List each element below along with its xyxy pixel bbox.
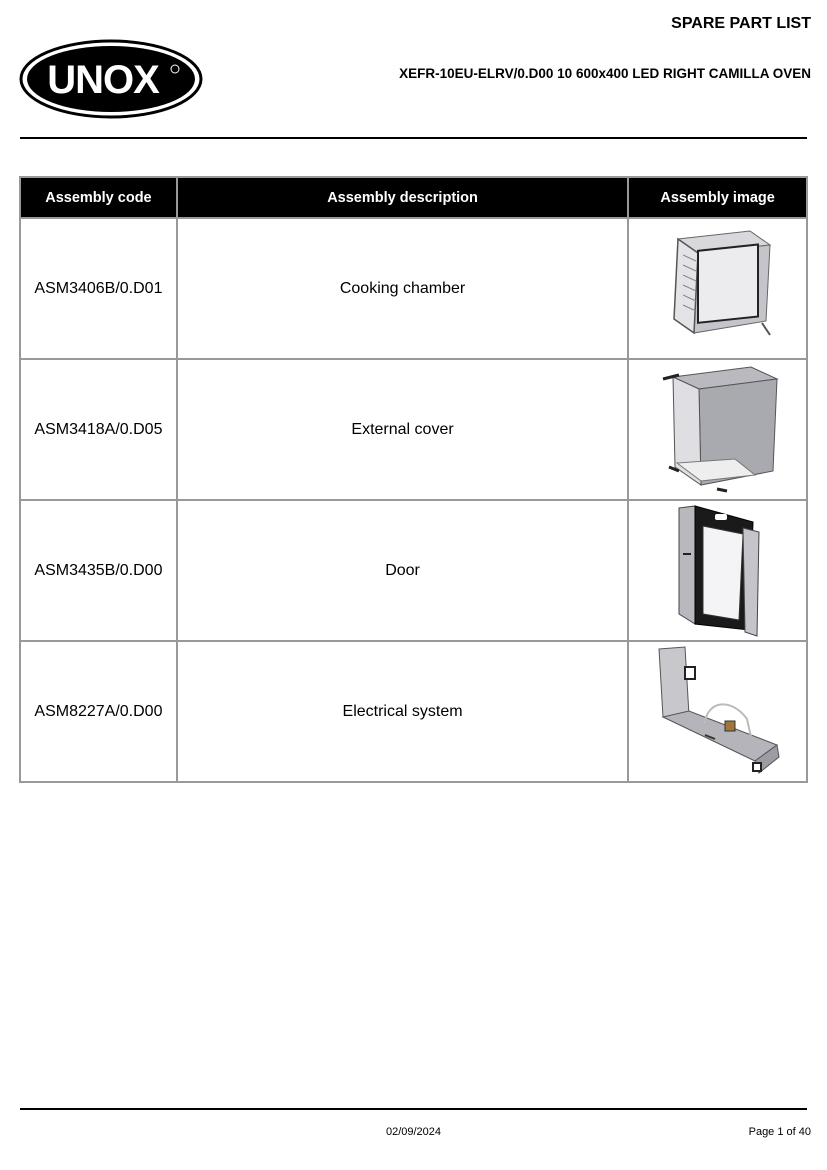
assembly-description: Cooking chamber — [177, 218, 628, 359]
table-row[interactable] — [20, 641, 807, 782]
assembly-description: External cover — [177, 359, 628, 500]
table-row[interactable] — [20, 359, 807, 500]
assembly-code[interactable]: ASM3435B/0.D00 — [20, 500, 177, 641]
header-divider — [20, 137, 807, 139]
svg-text:UNOX: UNOX — [47, 58, 159, 102]
column-header-code: Assembly code — [20, 177, 177, 218]
assembly-image-cell — [628, 359, 807, 500]
assembly-description: Door — [177, 500, 628, 641]
page-number: Page 1 of 40 — [748, 1126, 811, 1138]
electrical-system-image — [655, 645, 781, 779]
table-row[interactable] — [20, 500, 807, 641]
document-title: SPARE PART LIST — [671, 15, 811, 32]
column-header-description: Assembly description — [177, 177, 628, 218]
cooking-chamber-image — [658, 225, 778, 353]
door-image — [673, 504, 763, 638]
footer-date: 02/09/2024 — [385, 1126, 442, 1138]
assembly-image-cell — [628, 641, 807, 782]
assembly-image-cell — [628, 218, 807, 359]
assembly-table — [19, 176, 808, 783]
assembly-image-cell — [628, 500, 807, 641]
model-title: XEFR-10EU-ELRV/0.D00 10 600x400 LED RIGHT CAMILLA OVEN — [399, 66, 811, 81]
column-header-image: Assembly image — [628, 177, 807, 218]
external-cover-image — [655, 363, 781, 497]
table-header-row — [20, 177, 807, 218]
assembly-code[interactable]: ASM8227A/0.D00 — [20, 641, 177, 782]
assembly-code[interactable]: ASM3406B/0.D01 — [20, 218, 177, 359]
unox-logo — [19, 39, 203, 119]
assembly-code[interactable]: ASM3418A/0.D05 — [20, 359, 177, 500]
table-row[interactable] — [20, 218, 807, 359]
assembly-description: Electrical system — [177, 641, 628, 782]
footer-divider — [20, 1108, 807, 1110]
